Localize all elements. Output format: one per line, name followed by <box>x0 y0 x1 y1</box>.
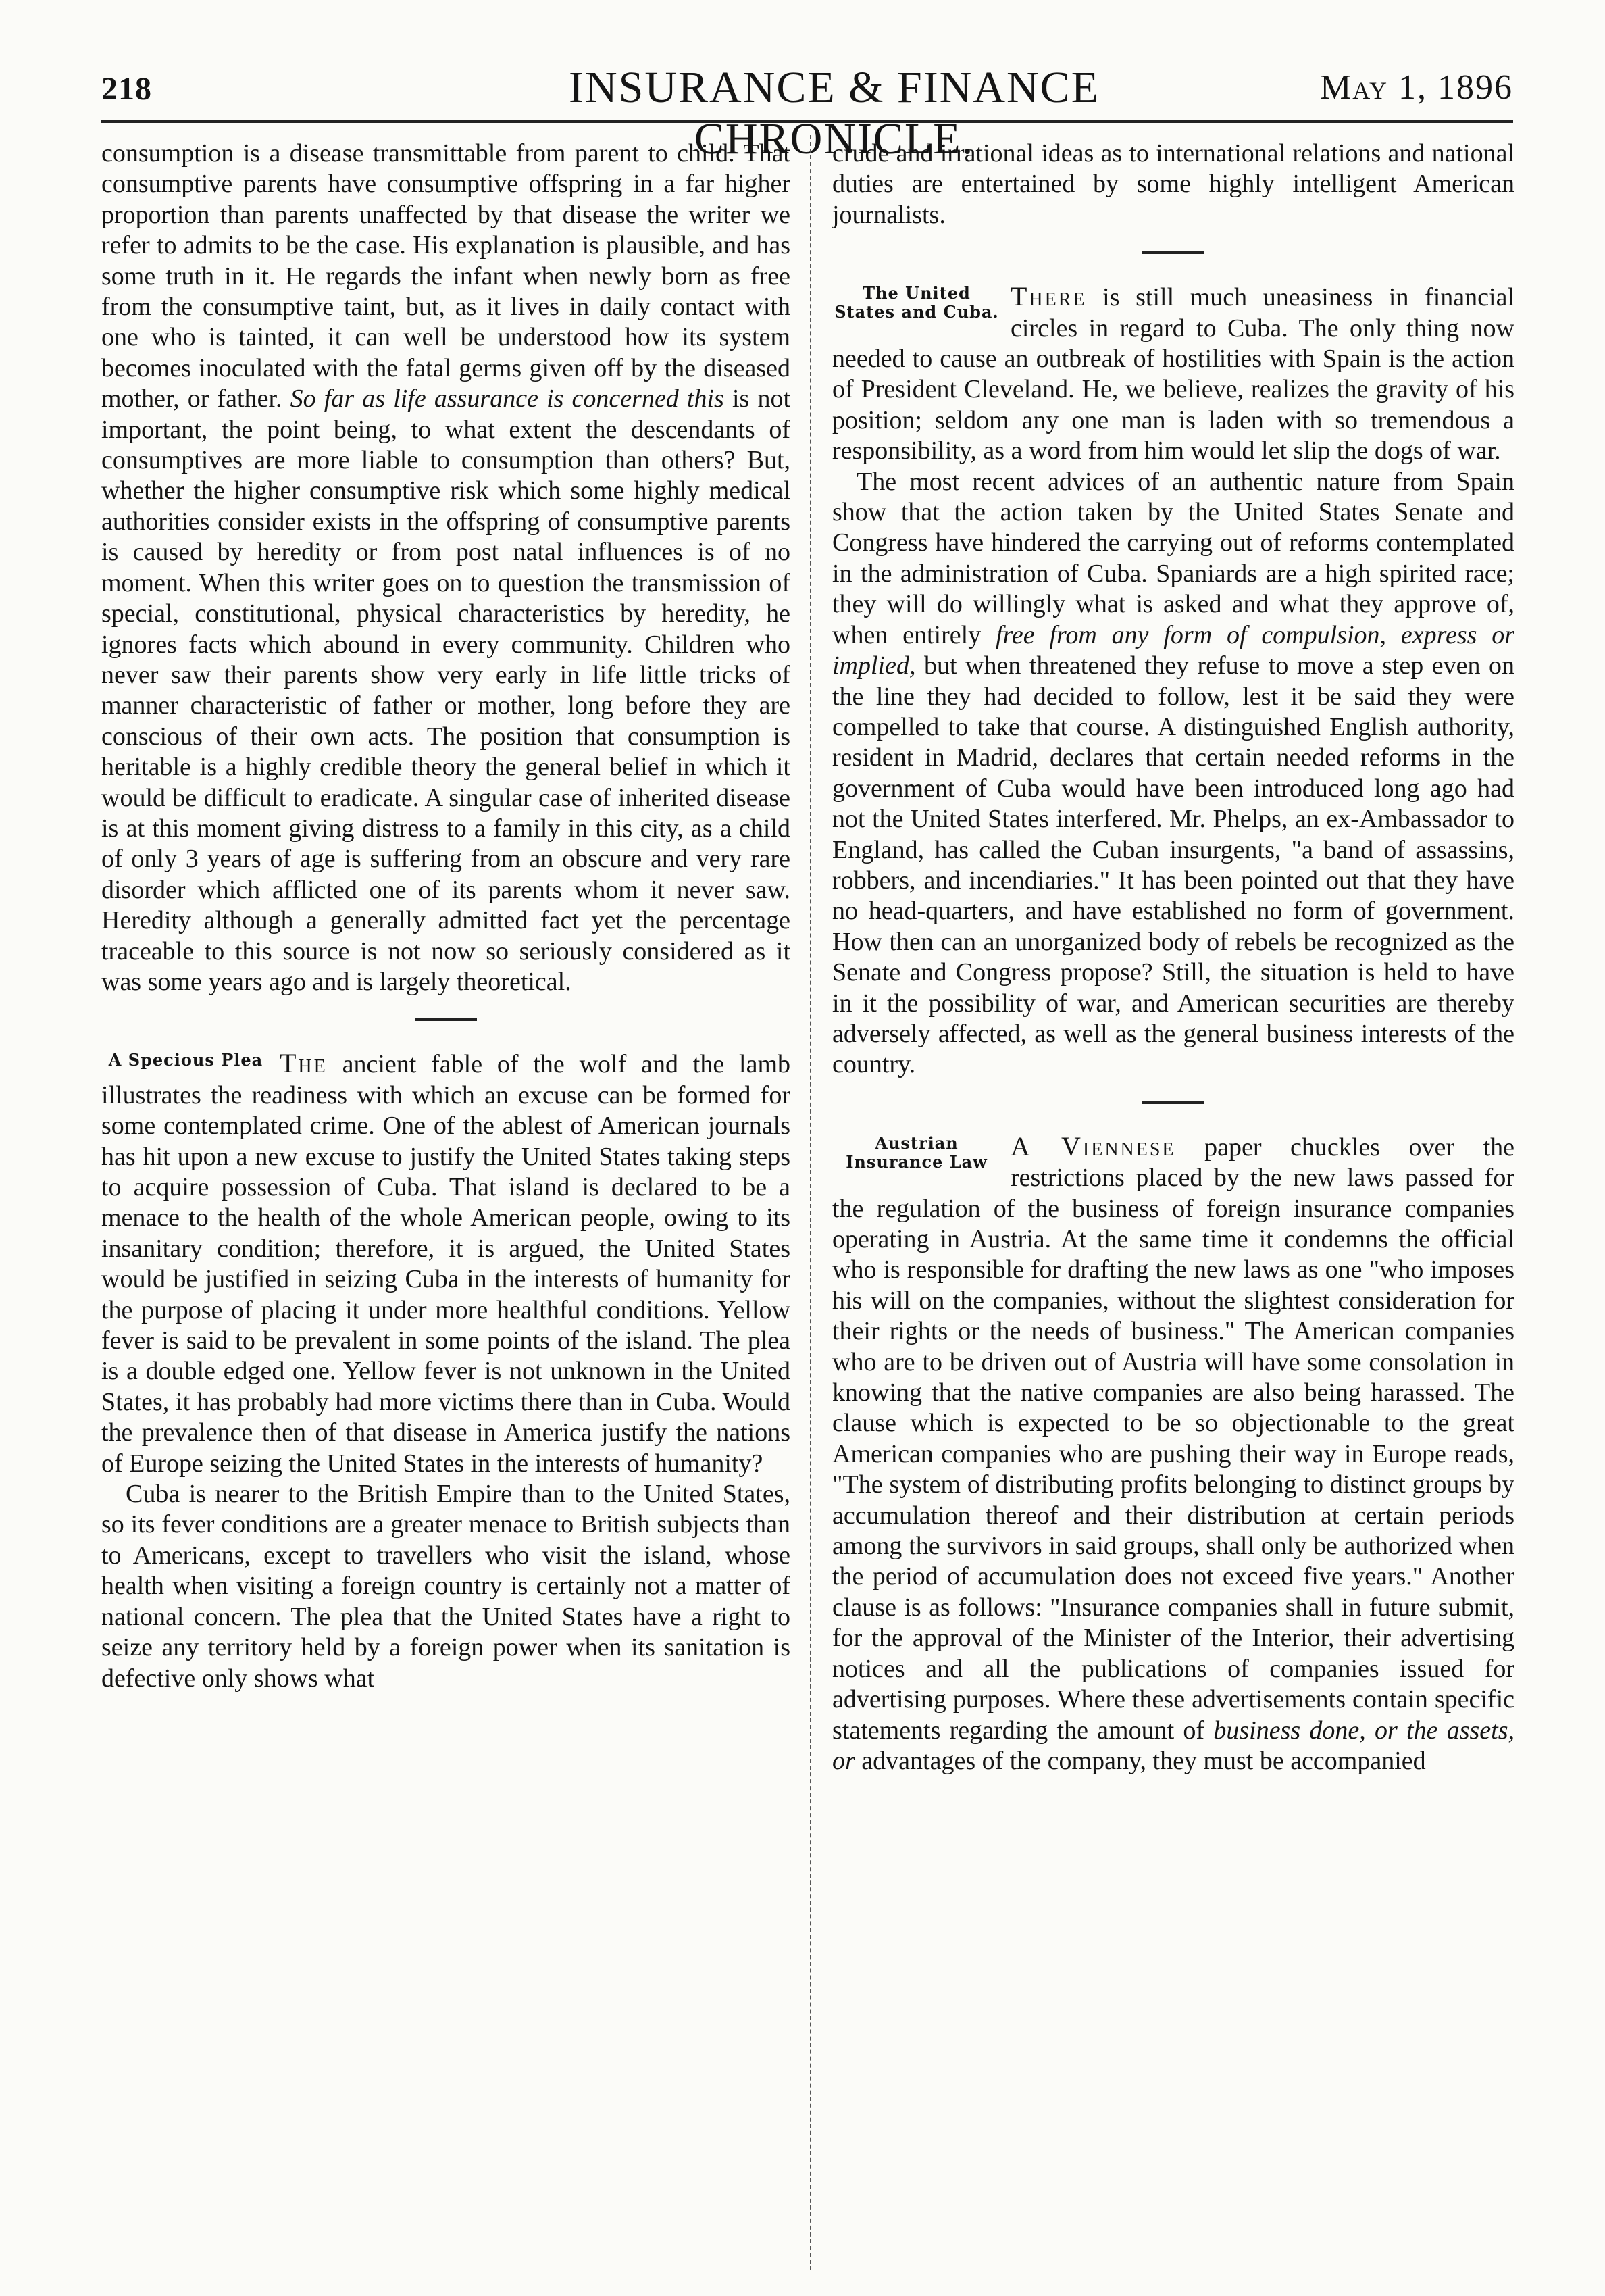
header-rule <box>101 120 1513 123</box>
specious-plea-paragraph <box>101 1048 790 1479</box>
right-column <box>832 139 1514 2267</box>
cuba-uneasiness-lead: There <box>1011 281 1087 312</box>
consumption-text: consumption is a disease transmittable from parent to child. That consumptive parents have consumptive offspring in a far higher proportion than parents unaffected by that disease the writer we refer to admits to be the case. His explanation is plausible, and has some truth in it. He regards the infant when newly born as free from the consumptive taint, but, as it lives in daily contact with one who is tainted, it can well be understood how its system becomes inoculated with the fatal germs given off by the diseased mother, or father. <box>101 139 790 414</box>
publication-title: INSURANCE & FINANCE CHRONICLE. <box>568 63 1100 164</box>
side-note-specious-plea: A Specious Plea <box>108 1050 263 1070</box>
left-column <box>101 139 790 2267</box>
austrian-law-lead: A Viennese <box>1011 1130 1176 1162</box>
austrian-law-text: paper chuckles over the restrictions placed by the new laws passed for the regulation of the business of foreign insurance companies operating in Austria. At the same time it condemns the official who is responsible for drafting the new laws as one "who imposes his will on the companies, without the slightest consideration for their rights or the needs of business." The American companies who are to be driven out of Austria will have some consolation in knowing that the native companies are also being harassed. The clause which is expected to be so objectionable to the great American companies who are pushing their way in Europe reads, "The system of distributing profits belonging to distinct groups by accumulation thereof and their distribution at certain periods among the survivors in said groups, shall only be authorized when the period of accumulation does not exceed five years." Another clause is as follows: "Insurance companies shall in future submit, for the approval of the Minister of the Interior, their advertising notices and all the publications of companies issued for advertising purposes. Where these advertisements contain specific statements regarding the amount of <box>832 1132 1514 1745</box>
cuba-uneasiness-text: is still much uneasiness in financial circles in regard to Cuba. The only thing now needed to cause an outbreak of hostilities with Spain is the action of President Cleveland. He, we believe, realizes the gravity of his position; seldom any one man is laden with so tremendous a responsibility, as a word from him would let slip the dogs of war. <box>832 283 1514 466</box>
austrian-law-paragraph <box>832 1131 1514 1777</box>
consumption-text-cont: is not important, the point being, to what extent the descendants of consumptives are more liable to consumption than others? But, whether the higher consumptive risk which some highly medical authorities consider exists in the offspring of consumptive parents is caused by heredity or from post natal influences is of no moment. When this writer goes on to question the transmission of special, constitutional, physical characteristics by heredity, he ignores facts which abound in every community. Children who never saw their parents show very early in life little tricks of manner characteristic of father or mother, long before they are conscious of their own acts. The position that consumption is heritable is a highly credible theory the general belief in which it would be difficult to eradicate. A singular case of inherited disease is at this moment giving distress to a family in this city, as a child of only 3 years of age is suffering from an obscure and very rare disorder which afflicted one of its parents whom it never saw. Heredity although a generally admitted fact yet the percentage traceable to this source is not now so seriously considered as it was some years ago and is largely theoretical. <box>101 384 790 996</box>
section-separator <box>415 1018 477 1021</box>
journalists-paragraph: crude and irrational ideas as to international relations and national duties are entertained by some highly intelligent American journalists. <box>832 139 1514 229</box>
section-separator <box>1142 251 1204 254</box>
column-divider <box>810 135 811 2270</box>
consumption-paragraph <box>101 139 790 997</box>
spain-advices-text: The most recent advices of an authentic nature from Spain show that the action taken by the United States Senate and Congress have hindered the carrying out of reforms contemplated in the administration of Cuba. Spaniards are a high spirited race; they will do willingly what is asked and what they approve of, when entirely <box>832 467 1514 649</box>
issue-date: May 1, 1896 <box>1320 68 1513 107</box>
specious-plea-lead: The <box>280 1048 328 1079</box>
austrian-law-text-end: advantages of the company, they must be accompanied <box>861 1746 1426 1775</box>
spain-advices-italic: free from any form of compulsion, express or implied, <box>832 620 1514 680</box>
austrian-law-italic: business done, or the assets, or <box>832 1716 1514 1775</box>
section-separator <box>1142 1101 1204 1104</box>
side-note-united-states-cuba: The United States and Cuba. <box>834 283 999 322</box>
spain-advices-paragraph <box>832 467 1514 1080</box>
side-note-austrian-insurance-law: Austrian Insurance Law <box>846 1132 988 1172</box>
consumption-italic-text: So far as life assurance is concerned this <box>290 384 724 414</box>
specious-plea-text: ancient fable of the wolf and the lamb illustrates the readiness with which an excuse can be formed for some contemplated crime. One of the ablest of American journals has hit upon a new excuse to justify the United States taking steps to acquire possession of Cuba. That island is declared to be a menace to the health of the whole American people, owing to its insanitary condition; therefore, it is argued, the United States would be justified in seizing Cuba in the interests of humanity for the purpose of placing it under more healthful conditions. Yellow fever is said to be prevalent in some points of the island. The plea is a double edged one. Yellow fever is not unknown in the United States, it has probably had more victims there than in Cuba. Would the prevalence then of that disease in America justify the nations of Europe seizing the United States in the interests of humanity? <box>101 1050 790 1478</box>
page-number: 218 <box>101 71 152 107</box>
spain-advices-text-cont: but when threatened they refuse to move a step even on the line they had decided to follow, lest it be said they were compelled to take that course. A distinguished English authority, resident in Madrid, declares that certain needed reforms in the government of Cuba would have been introduced long ago had not the United States interfered. Mr. Phelps, an ex-Ambassador to England, has called the Cuban insurgents, "a band of assassins, robbers, and incendiaries." It has been pointed out that they have no head-quarters, and have established no form of government. How then can an unorganized body of rebels be recognized as the Senate and Congress propose? Still, the situation is held to have in it the possibility of war, and American securities are thereby adversely affected, as well as the general business interests of the country. <box>832 651 1514 1079</box>
cuba-paragraph: Cuba is nearer to the British Empire than to the United States, so its fever conditions are a greater menace to British subjects than to Americans, except to travellers who visit the island, whose health when visiting a foreign country is certainly not a matter of national concern. The plea that the United States have a right to seize any territory held by a foreign power when its sanitation is defective only shows what <box>101 1480 790 1693</box>
